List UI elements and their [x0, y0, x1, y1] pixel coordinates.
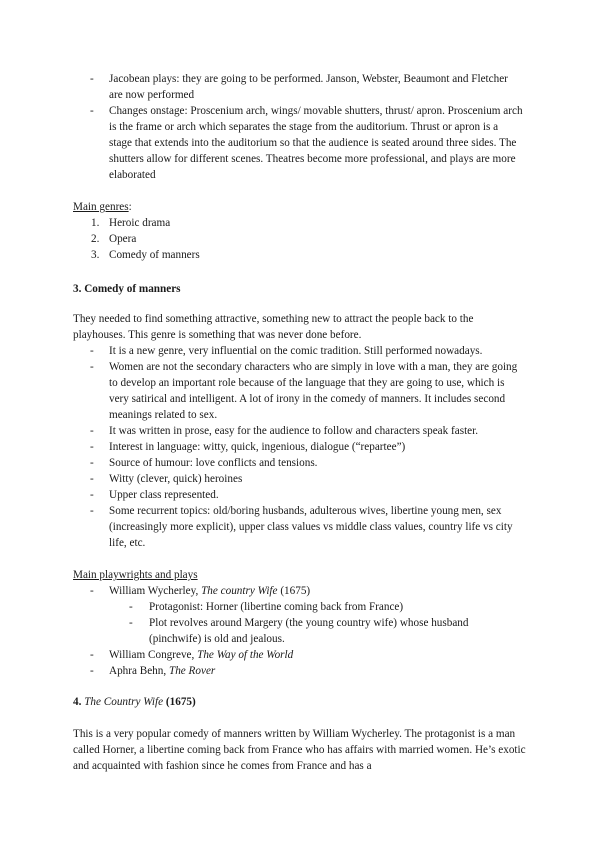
- list-item: [73, 103, 523, 183]
- list-item: [73, 343, 523, 359]
- list-item: [73, 247, 533, 263]
- genres-heading-colon: :: [128, 201, 132, 213]
- section-3-heading: 3. Comedy of manners: [73, 283, 181, 295]
- section-4-year: (1675): [163, 696, 196, 708]
- sub-list-item: [109, 599, 523, 615]
- playwrights-list: [73, 583, 523, 679]
- list-item-number: 2.: [91, 233, 100, 245]
- list-item: [73, 423, 523, 439]
- list-item: [73, 503, 523, 551]
- list-item-text: Source of humour: love conflicts and tensions.: [109, 457, 318, 469]
- list-item-text: Jacobean plays: they are going to be performed. Janson, Webster, Beaumont and Fletcher are now performed: [109, 73, 508, 101]
- play-title: The country Wife: [201, 585, 278, 597]
- list-item-text: Witty (clever, quick) heroines: [109, 473, 243, 485]
- play-title: The Way of the World: [197, 649, 294, 661]
- list-item: [73, 455, 523, 471]
- genres-heading-text: Main genres: [73, 201, 129, 213]
- top-bullet-list: [73, 71, 523, 183]
- genres-heading: [73, 199, 533, 215]
- author-name: William Congreve,: [109, 649, 198, 661]
- playwrights-heading: Main playwrights and plays: [73, 569, 198, 581]
- list-item: [73, 439, 523, 455]
- list-item: [73, 231, 533, 247]
- section-3-intro: They needed to find something attractive, something new to attract the people back to the playhouses. This genre is something that was never done before.: [73, 313, 474, 341]
- list-item-text: Upper class represented.: [109, 489, 219, 501]
- list-item: [73, 663, 523, 679]
- play-year: (1675): [277, 585, 311, 597]
- section-4-body: This is a very popular comedy of manners written by William Wycherley. The protagonist is a man called Horner, a libertine coming back from France who has affairs with married women. He’s exotic and acquainted with fashion since he comes from France and has a: [73, 728, 526, 772]
- author-name: William Wycherley,: [109, 585, 202, 597]
- list-item: [73, 215, 533, 231]
- sub-list-item-text: Protagonist: Horner (libertine coming back from France): [149, 601, 404, 613]
- list-item-text: Changes onstage: Proscenium arch, wings/ movable shutters, thrust/ apron. Proscenium arch is the frame or arch which separates the stage from the auditorium. Thrust or apron is a stage that extends into the auditorium so that the audience is seated around three sides. The shutters allow for different scenes. Theatres become more professional, and plays are more elaborated: [109, 105, 523, 181]
- list-item: [73, 359, 523, 423]
- list-item: [73, 487, 523, 503]
- sub-list-item-text: Plot revolves around Margery (the young country wife) whose husband (pinchwife) is old and jealous.: [149, 617, 469, 645]
- wycherley-sub-list: [109, 599, 523, 647]
- list-item-text: Opera: [109, 233, 137, 245]
- sub-list-item: [109, 615, 523, 647]
- list-item-text: It was written in prose, easy for the audience to follow and characters speak faster.: [109, 425, 479, 437]
- play-title: The Rover: [168, 665, 216, 677]
- list-item: [73, 471, 523, 487]
- list-item-text: Interest in language: witty, quick, ingenious, dialogue (“repartee”): [109, 441, 406, 453]
- list-item-number: 1.: [91, 217, 100, 229]
- list-item: [73, 71, 523, 103]
- section-4-number: 4.: [73, 696, 85, 708]
- list-item-text: It is a new genre, very influential on the comic tradition. Still performed nowadays.: [109, 345, 483, 357]
- list-item: [73, 647, 523, 663]
- section-4-heading: [73, 694, 533, 710]
- list-item-text: Comedy of manners: [109, 249, 200, 261]
- list-item: [73, 583, 523, 647]
- list-item-number: 3.: [91, 249, 100, 261]
- list-item-text: Heroic drama: [109, 217, 171, 229]
- section-4-title: The Country Wife: [84, 696, 164, 708]
- list-item-text: Some recurrent topics: old/boring husbands, adulterous wives, libertine young men, sex (increasingly more explicit), upper class values vs middle class values, country life vs city life, etc.: [109, 505, 513, 549]
- section-3-bullets: [73, 343, 523, 551]
- author-name: Aphra Behn,: [109, 665, 169, 677]
- list-item-text: Women are not the secondary characters who are simply in love with a man, they are going to develop an important role because of the language that they are going to use, which is very satirical and intelligent. A lot of irony in the comedy of manners. It includes second meanings related to sex.: [109, 361, 518, 421]
- genres-list: [73, 215, 533, 263]
